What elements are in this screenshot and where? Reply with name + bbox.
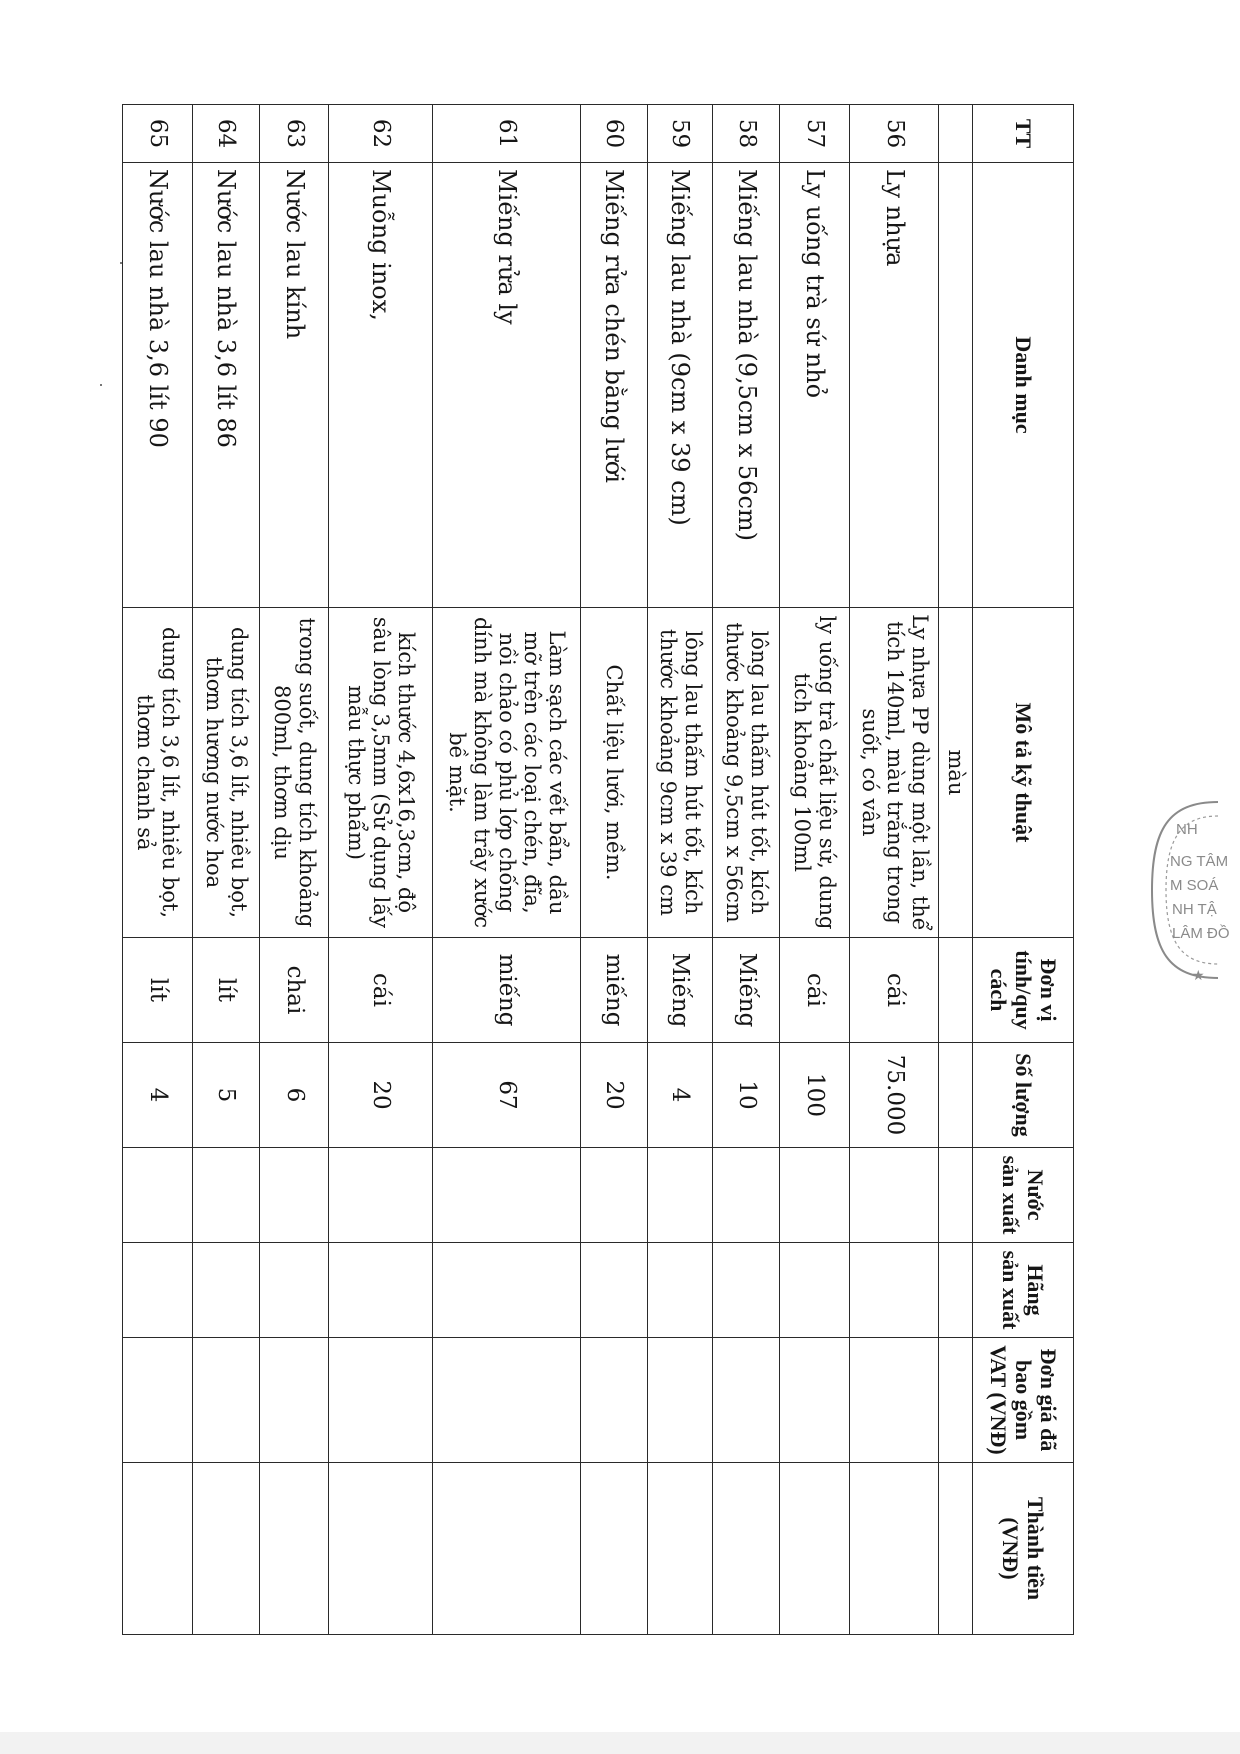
header-description: Mô tả kỹ thuật xyxy=(973,608,1074,938)
table-row xyxy=(192,105,259,1635)
cell-unit: miếng xyxy=(580,938,647,1043)
cell-amount xyxy=(712,1463,779,1635)
cell-tt: 64 xyxy=(192,105,259,163)
table-row xyxy=(259,105,329,1635)
cell-quantity: 5 xyxy=(192,1043,259,1148)
cell-amount xyxy=(259,1463,329,1635)
cell-name: Muỗng inox, xyxy=(329,163,432,608)
cell-country xyxy=(329,1148,432,1243)
cell-tt xyxy=(939,105,973,163)
cell-tt: 65 xyxy=(123,105,193,163)
table-row xyxy=(780,105,850,1635)
table-row xyxy=(849,105,939,1635)
header-unit-price: Đơn giá đã bao gồm VAT (VNĐ) xyxy=(973,1338,1074,1463)
cell-quantity: 20 xyxy=(329,1043,432,1148)
cell-quantity: 100 xyxy=(780,1043,850,1148)
cell-unit: cái xyxy=(329,938,432,1043)
cell-quantity: 4 xyxy=(647,1043,712,1148)
table-row xyxy=(647,105,712,1635)
continuation-row xyxy=(939,105,973,1635)
cell-name: Nước lau nhà 3,6 lít 86 xyxy=(192,163,259,608)
cell-tt: 58 xyxy=(712,105,779,163)
table-row xyxy=(432,105,580,1635)
cell-unit: lít xyxy=(123,938,193,1043)
cell-unit-price xyxy=(849,1338,939,1463)
cell-description: ly uống trà chất liệu sứ, dung tích khoảng 100ml xyxy=(780,608,850,938)
rotated-table-container xyxy=(122,104,1074,1634)
cell-name: Miếng rửa ly xyxy=(432,163,580,608)
cell-name: Ly nhựa xyxy=(849,163,939,608)
header-tt: TT xyxy=(973,105,1074,163)
cell-country xyxy=(259,1148,329,1243)
cell-unit-price xyxy=(647,1338,712,1463)
cell-name: Nước lau nhà 3,6 lít 90 xyxy=(123,163,193,608)
cell-unit xyxy=(939,938,973,1043)
official-seal-stamp xyxy=(1108,790,1230,990)
cell-quantity: 6 xyxy=(259,1043,329,1148)
header-quantity: Số lượng xyxy=(973,1043,1074,1148)
cell-unit: lít xyxy=(192,938,259,1043)
procurement-table xyxy=(122,104,1074,1635)
cell-description: kích thước 4,6x16,3cm, độ sâu lòng 3,5mm (Sử dụng lấy mẫu thực phẩm) xyxy=(329,608,432,938)
cell-unit-price xyxy=(192,1338,259,1463)
cell-unit: Miếng xyxy=(712,938,779,1043)
cell-description: màu xyxy=(939,608,973,938)
cell-maker xyxy=(939,1243,973,1338)
cell-tt: 59 xyxy=(647,105,712,163)
seal-text-4: NH TẬ xyxy=(1172,901,1217,918)
cell-unit-price xyxy=(329,1338,432,1463)
cell-name: Miếng rửa chén bằng lưới xyxy=(580,163,647,608)
cell-country xyxy=(580,1148,647,1243)
scan-dot xyxy=(100,384,102,386)
cell-amount xyxy=(580,1463,647,1635)
cell-name: Miếng lau nhà (9,5cm x 56cm) xyxy=(712,163,779,608)
cell-unit-price xyxy=(712,1338,779,1463)
cell-country xyxy=(647,1148,712,1243)
seal-text-5: LÂM ĐỒ xyxy=(1172,925,1230,942)
header-unit: Đơn vị tính/quy cách xyxy=(973,938,1074,1043)
cell-description: dung tích 3,6 lít, nhiều bọt, thơm chanh sả xyxy=(123,608,193,938)
cell-tt: 56 xyxy=(849,105,939,163)
cell-tt: 60 xyxy=(580,105,647,163)
header-maker: Hãng sản xuất xyxy=(973,1243,1074,1338)
cell-unit: Miếng xyxy=(647,938,712,1043)
cell-maker xyxy=(329,1243,432,1338)
cell-maker xyxy=(259,1243,329,1338)
cell-maker xyxy=(432,1243,580,1338)
cell-country xyxy=(192,1148,259,1243)
cell-quantity: 4 xyxy=(123,1043,193,1148)
cell-amount xyxy=(123,1463,193,1635)
cell-description: dung tích 3,6 lít, nhiều bọt, thơm hương nước hoa xyxy=(192,608,259,938)
cell-amount xyxy=(647,1463,712,1635)
cell-description: Ly nhựa PP dùng một lần, thể tích 140ml, màu trắng trong suốt, có vân xyxy=(849,608,939,938)
seal-text-2: NG TÂM xyxy=(1170,853,1229,870)
cell-tt: 62 xyxy=(329,105,432,163)
cell-maker xyxy=(123,1243,193,1338)
cell-description: Làm sạch các vết bẩn, dầu mỡ trên các loại chén, đĩa, nồi chảo có phủ lớp chống dính mà không làm trầy xước bề mặt. xyxy=(432,608,580,938)
cell-tt: 63 xyxy=(259,105,329,163)
cell-name xyxy=(939,163,973,608)
seal-text-1: NH xyxy=(1176,821,1198,838)
cell-country xyxy=(123,1148,193,1243)
table-row xyxy=(123,105,193,1635)
seal-star-icon: ★ xyxy=(1192,968,1205,984)
cell-quantity: 67 xyxy=(432,1043,580,1148)
cell-amount xyxy=(192,1463,259,1635)
cell-country xyxy=(849,1148,939,1243)
cell-description: Chất liệu lưới, mềm. xyxy=(580,608,647,938)
cell-description: lông lau thấm hút tốt, kích thước khoảng 9,5cm x 56cm xyxy=(712,608,779,938)
cell-quantity: 20 xyxy=(580,1043,647,1148)
cell-maker xyxy=(780,1243,850,1338)
header-row xyxy=(973,105,1074,1635)
cell-country xyxy=(780,1148,850,1243)
cell-country xyxy=(712,1148,779,1243)
table-row xyxy=(712,105,779,1635)
cell-unit: cái xyxy=(780,938,850,1043)
cell-maker xyxy=(192,1243,259,1338)
cell-description: trong suốt, dung tích khoảng 800ml, thơm dịu xyxy=(259,608,329,938)
cell-maker xyxy=(647,1243,712,1338)
cell-unit-price xyxy=(580,1338,647,1463)
cell-quantity: 10 xyxy=(712,1043,779,1148)
seal-text-3: M SOÁ xyxy=(1170,877,1219,894)
header-amount: Thành tiền (VNĐ) xyxy=(973,1463,1074,1635)
cell-amount xyxy=(329,1463,432,1635)
cell-name: Ly uống trà sứ nhỏ xyxy=(780,163,850,608)
cell-maker xyxy=(580,1243,647,1338)
cell-quantity xyxy=(939,1043,973,1148)
cell-unit-price xyxy=(939,1338,973,1463)
table-row xyxy=(329,105,432,1635)
cell-country xyxy=(939,1148,973,1243)
cell-unit: miếng xyxy=(432,938,580,1043)
cell-tt: 61 xyxy=(432,105,580,163)
cell-unit: cái xyxy=(849,938,939,1043)
cell-country xyxy=(432,1148,580,1243)
cell-unit-price xyxy=(259,1338,329,1463)
cell-amount xyxy=(780,1463,850,1635)
cell-unit: chai xyxy=(259,938,329,1043)
page-bottom-band xyxy=(0,1732,1240,1754)
cell-amount xyxy=(432,1463,580,1635)
header-name: Danh mục xyxy=(973,163,1074,608)
header-country: Nước sản xuất xyxy=(973,1148,1074,1243)
cell-name: Miếng lau nhà (9cm x 39 cm) xyxy=(647,163,712,608)
cell-maker xyxy=(712,1243,779,1338)
cell-amount xyxy=(849,1463,939,1635)
cell-unit-price xyxy=(432,1338,580,1463)
cell-maker xyxy=(849,1243,939,1338)
cell-tt: 57 xyxy=(780,105,850,163)
table-row xyxy=(580,105,647,1635)
cell-name: Nước lau kính xyxy=(259,163,329,608)
cell-description: lông lau thấm hút tốt, kích thước khoảng 9cm x 39 cm xyxy=(647,608,712,938)
cell-unit-price xyxy=(123,1338,193,1463)
cell-amount xyxy=(939,1463,973,1635)
cell-quantity: 75.000 xyxy=(849,1043,939,1148)
cell-unit-price xyxy=(780,1338,850,1463)
